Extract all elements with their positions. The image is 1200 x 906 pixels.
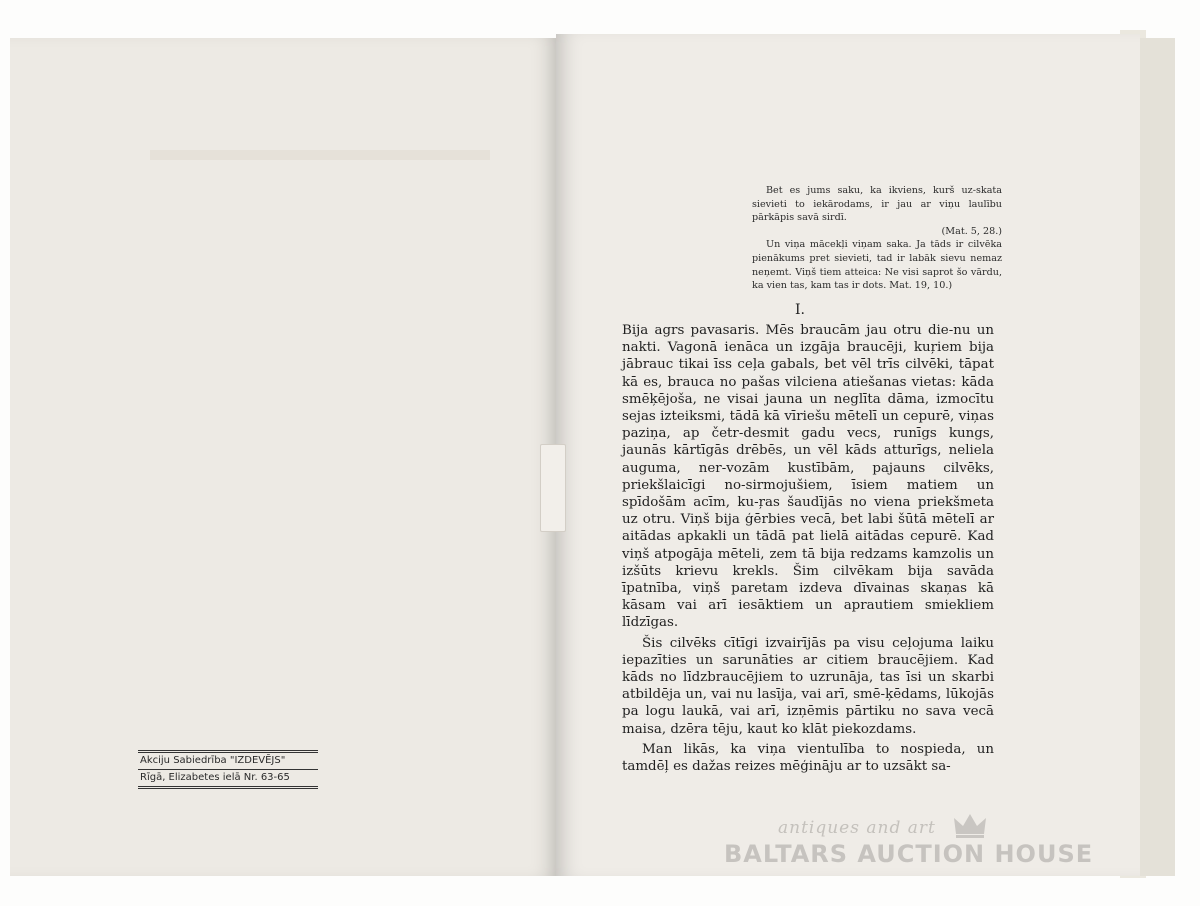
imprint-line-2: Rīgā, Elizabetes ielā Nr. 63-65 — [140, 772, 290, 783]
imprint-line-1: Akciju Sabiedrība "IZDEVĒJS" — [140, 755, 286, 766]
watermark-tagline: antiques and art — [778, 818, 936, 838]
epigraph-quote-2: Un viņa mācekļi viņam saka. Ja tāds ir cilvēka pienākums pret sievieti, tad ir labāk sievu nemaz neņemt. Viņš tiem atteica: Ne visi saprot šo vārdu, ka vien tas, kam tas ir dots. Mat. 19, 10.) — [752, 239, 1002, 292]
body-text — [622, 322, 994, 778]
bleed-through-line — [150, 150, 490, 160]
crown-icon — [952, 812, 988, 838]
paragraph-3: Man likās, ka viņa vientulība to nospieda, un tamdēļ es dažas reizes mēģināju ar to uzsākt sa- — [622, 741, 994, 775]
epigraph-reference-1: (Mat. 5, 28.) — [941, 225, 1002, 237]
paragraph-2: Šis cilvēks cītīgi izvairījās pa visu ceļojuma laiku iepazīties un sarunāties ar citiem braucējiem. Kad kāds no līdzbraucējiem to uzrunāja, tas īsi un skarbi atbildēja un, vai nu lasīja, vai arī, smē-ķēdams, lūkojās pa logu laukā, vai arī, izņēmis pārtiku no sava vecā maisa, dzēra tēju, kaut ko klāt piekozdams. — [622, 635, 994, 737]
epigraph-quote-1: Bet es jums saku, ka ikviens, kurš uz-skata sievieti to iekārodams, ir jau ar viņu laulību pārkāpis savā sirdī. — [752, 185, 1002, 224]
imprint-rule-bottom — [138, 786, 318, 789]
auction-watermark — [724, 812, 1124, 882]
chapter-number: I. — [795, 302, 805, 318]
spine-binding-tab — [540, 444, 566, 532]
printer-imprint — [138, 750, 318, 789]
epigraph — [752, 184, 1002, 293]
paragraph-1: Bija agrs pavasaris. Mēs braucām jau otru die-nu un nakti. Vagonā ienāca un izgāja braucēji, kuŗiem bija jābrauc tikai īss ceļa gabals, bet vēl trīs cilvēki, tāpat kā es, brauca no pašas vilciena atiešanas vietas: kāda smēķējoša, ne visai jauna un neglīta dāma, izmocītu sejas izteiksmi, tādā kā vīriešu mētelī un cepurē, viņas paziņa, ap četr-desmit gadu vecs, runīgs kungs, jaunās kārtīgās drēbēs, un vēl kāds atturīgs, neliela auguma, ner-vozām kustībām, pajauns cilvēks, priekšlaicīgi no-sirmojušiem, īsiem matiem un spīdošām acīm, ku-ŗas šaudījās no viena priekšmeta uz otru. Viņš bija ģērbies vecā, bet labi šūtā mētelī ar aitādas apkakli un tādā pat lielā aitādas cepurē. Kad viņš atpogāja mēteli, zem tā bija redzams kamzolis un izšūts krievu krekls. Šim cilvēkam bija savāda īpatnība, viņš paretam izdeva dīvainas skaņas kā kāsam vai arī iesāktiem un aprautiem smiekliem līdzīgas. — [622, 323, 994, 631]
left-page — [10, 38, 558, 876]
watermark-name: BALTARS AUCTION HOUSE — [724, 840, 1094, 868]
